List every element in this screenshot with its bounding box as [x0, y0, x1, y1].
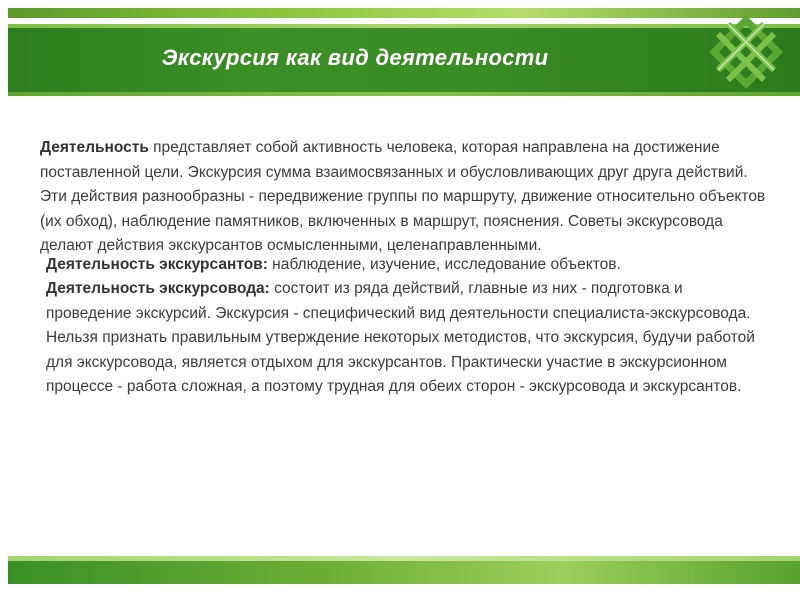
term-activity: Деятельность — [40, 139, 149, 156]
paragraph-tourists-text: наблюдение, изучение, исследование объектов. — [267, 255, 621, 273]
term-guide-activity: Деятельность экскурсовода: — [46, 280, 270, 297]
term-tourists-activity: Деятельность экскурсантов: — [46, 255, 268, 273]
interlaced-lattice-logo-icon — [708, 14, 784, 90]
paragraph-tourists-activity — [40, 253, 770, 278]
paragraph-guide-activity — [40, 277, 770, 400]
footer-band — [8, 556, 800, 584]
slide-title: Экскурсия как вид деятельности — [161, 45, 549, 70]
slide-content — [40, 136, 770, 406]
top-decorative-strip — [8, 8, 800, 18]
paragraph-activity — [40, 136, 770, 259]
paragraph-guide-text: состоит из ряда действий, главные из них - подготовка и проведение экскурсий. Экскурсия - специфический вид деятельности специалиста-экскурсовода. Нельзя признать правильным утверждение некоторых методистов, что экскурсия, будучи работой для экскурсовода, является отдыхом для экскурсантов. Практически участие в экскурсионном процессе - работа сложная, а поэтому трудная для обеих сторон - экскурсовода и экскурсантов. — [46, 280, 755, 395]
paragraph-activity-text: представляет собой активность человека, которая направлена на достижение поставленной цели. Экскурсия сумма взаимосвязанных и обусловливающих друг друга действий. Эти действия разнообразны - передвижение группы по маршруту, движение относительно объектов (их обход), наблюдение памятников, включенных в маршрут, пояснения. Советы экскурсовода делают действия экскурсантов осмысленными, целенаправленными. — [40, 139, 766, 254]
